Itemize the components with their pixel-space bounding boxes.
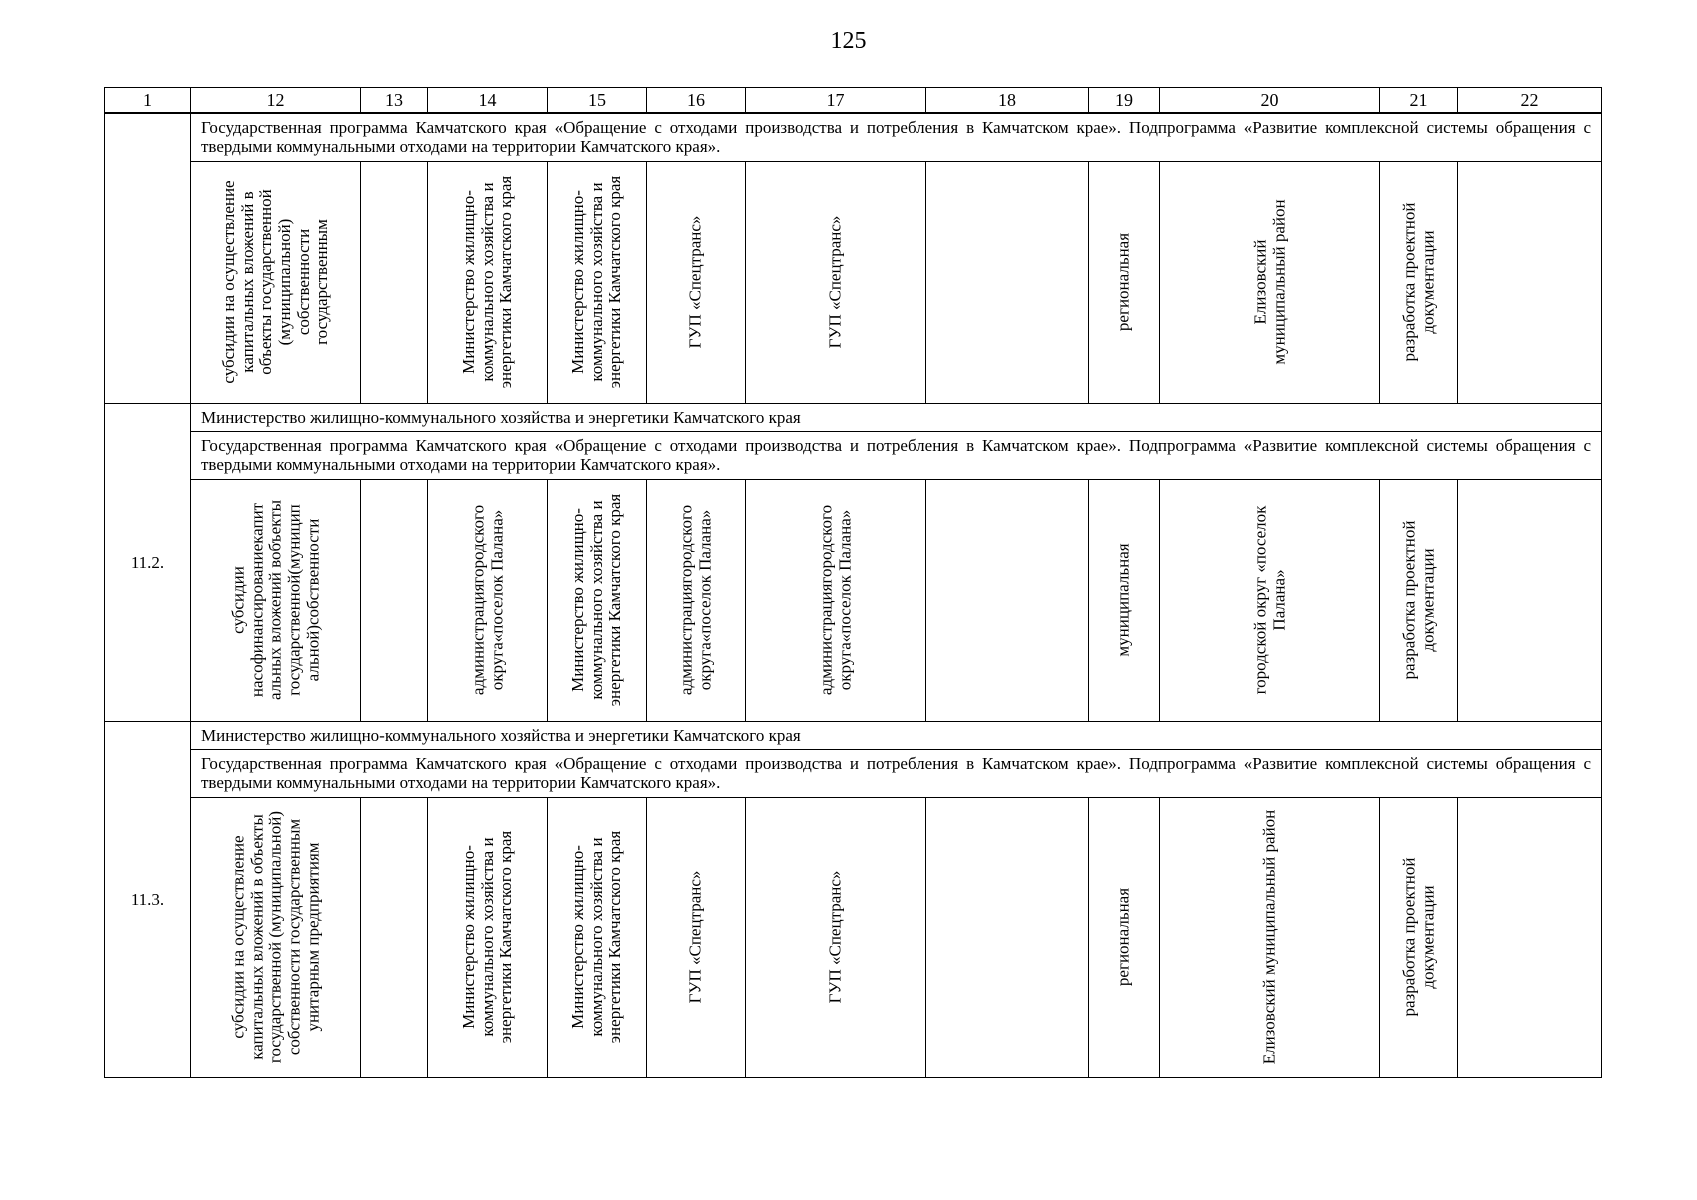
cell-text: Министерство жилищно-коммунального хозяйства и энергетики Камчатского края	[567, 175, 625, 389]
cell-col-17	[746, 797, 926, 1077]
cell-text: Министерство жилищно-коммунального хозяйства и энергетики Камчатского края	[567, 493, 625, 707]
cell-col-17	[746, 161, 926, 403]
cell-col-22	[1458, 797, 1602, 1077]
cell-col-19	[1089, 479, 1160, 721]
cell-text: разработка проектной документации	[1398, 857, 1437, 1017]
table-row	[105, 797, 1602, 1077]
program-text: Государственная программа Камчатского края «Обращение с отходами производства и потребления в Камчатском крае». Подпрограмма «Развитие комплексной системы обращения с твердыми коммунальными отходами на территории Камчатского края».	[191, 749, 1602, 797]
cell-col-14	[428, 797, 548, 1077]
column-header: 18	[926, 88, 1089, 114]
cell-col-18	[926, 797, 1089, 1077]
cell-col-21	[1380, 161, 1458, 403]
cell-col-16	[647, 479, 746, 721]
cell-col-14	[428, 161, 548, 403]
program-text: Государственная программа Камчатского края «Обращение с отходами производства и потребления в Камчатском крае». Подпрограмма «Развитие комплексной системы обращения с твердыми коммунальными отходами на территории Камчатского края».	[191, 431, 1602, 479]
cell-text: администрациягородского округа«поселок Палана»	[467, 504, 506, 696]
cell-text: субсидии на осуществление капитальных вложений в объекты государственной (муниципальной) собственности государственным унитарным предприятиям	[227, 811, 322, 1064]
cell-col-12	[191, 797, 361, 1077]
cell-text: администрациягородского округа«поселок Палана»	[676, 504, 714, 696]
cell-col-16	[647, 797, 746, 1077]
cell-col-18	[926, 479, 1089, 721]
column-header: 1	[105, 88, 191, 114]
cell-col-20	[1160, 161, 1380, 403]
cell-text: субсидии на осуществление капитальных вложений в объекты государственной (муниципальной) собственности государственным	[218, 180, 331, 384]
row-number: 11.3.	[105, 721, 191, 1077]
cell-text: городской округ «поселок Палана»	[1249, 505, 1288, 695]
cell-col-22	[1458, 479, 1602, 721]
column-header: 16	[647, 88, 746, 114]
cell-col-19	[1089, 797, 1160, 1077]
cell-col-15	[548, 161, 647, 403]
cell-text: Министерство жилищно-коммунального хозяйства и энергетики Камчатского края	[458, 830, 515, 1044]
ministry-text: Министерство жилищно-коммунального хозяйства и энергетики Камчатского края	[191, 403, 1602, 431]
column-header: 15	[548, 88, 647, 114]
ministry-row	[105, 721, 1602, 749]
cell-text: Елизовский муниципальный район	[1249, 199, 1288, 365]
row-number: 11.2.	[105, 403, 191, 721]
cell-text: ГУП «Спецтранс»	[685, 215, 705, 349]
row-number	[105, 113, 191, 403]
cell-text: Министерство жилищно-коммунального хозяйства и энергетики Камчатского края	[567, 830, 625, 1044]
column-header: 13	[361, 88, 428, 114]
cell-col-13	[361, 479, 428, 721]
cell-col-12	[191, 479, 361, 721]
program-row	[105, 431, 1602, 479]
cell-col-20	[1160, 797, 1380, 1077]
cell-text: разработка проектной документации	[1398, 202, 1437, 362]
cell-col-15	[548, 479, 647, 721]
program-text: Государственная программа Камчатского края «Обращение с отходами производства и потребления в Камчатском крае». Подпрограмма «Развитие комплексной системы обращения с твердыми коммунальными отходами на территории Камчатского края».	[191, 113, 1602, 161]
column-header: 14	[428, 88, 548, 114]
cell-col-13	[361, 161, 428, 403]
cell-col-17	[746, 479, 926, 721]
cell-text: ГУП «Спецтранс»	[825, 870, 845, 1004]
cell-text: муниципальная	[1113, 543, 1133, 657]
column-header: 17	[746, 88, 926, 114]
cell-col-12	[191, 161, 361, 403]
cell-col-16	[647, 161, 746, 403]
cell-col-22	[1458, 161, 1602, 403]
table-row	[105, 161, 1602, 403]
cell-text: Елизовский муниципальный район	[1259, 809, 1279, 1065]
column-header: 22	[1458, 88, 1602, 114]
table-row	[105, 479, 1602, 721]
cell-col-21	[1380, 797, 1458, 1077]
cell-text: разработка проектной документации	[1398, 520, 1437, 680]
program-row	[105, 113, 1602, 161]
cell-col-18	[926, 161, 1089, 403]
cell-col-13	[361, 797, 428, 1077]
document-table	[104, 87, 1602, 1078]
cell-text: региональная	[1113, 888, 1133, 987]
cell-col-19	[1089, 161, 1160, 403]
column-header-row	[105, 88, 1602, 114]
cell-col-20	[1160, 479, 1380, 721]
cell-text: ГУП «Спецтранс»	[685, 870, 705, 1004]
column-header: 20	[1160, 88, 1380, 114]
cell-text: субсидии насофинансированиекапит альных вложений вобъекты государственной(муницип альной)собственности	[227, 500, 322, 701]
column-header: 12	[191, 88, 361, 114]
program-row	[105, 749, 1602, 797]
column-header: 19	[1089, 88, 1160, 114]
cell-text: администрациягородского округа«поселок Палана»	[815, 504, 854, 696]
cell-text: ГУП «Спецтранс»	[825, 215, 845, 349]
cell-col-14	[428, 479, 548, 721]
cell-text: Министерство жилищно-коммунального хозяйства и энергетики Камчатского края	[458, 175, 515, 389]
page-number: 125	[830, 28, 867, 54]
ministry-text: Министерство жилищно-коммунального хозяйства и энергетики Камчатского края	[191, 721, 1602, 749]
cell-text: региональная	[1113, 232, 1133, 332]
cell-col-15	[548, 797, 647, 1077]
ministry-row	[105, 403, 1602, 431]
column-header: 21	[1380, 88, 1458, 114]
cell-col-21	[1380, 479, 1458, 721]
